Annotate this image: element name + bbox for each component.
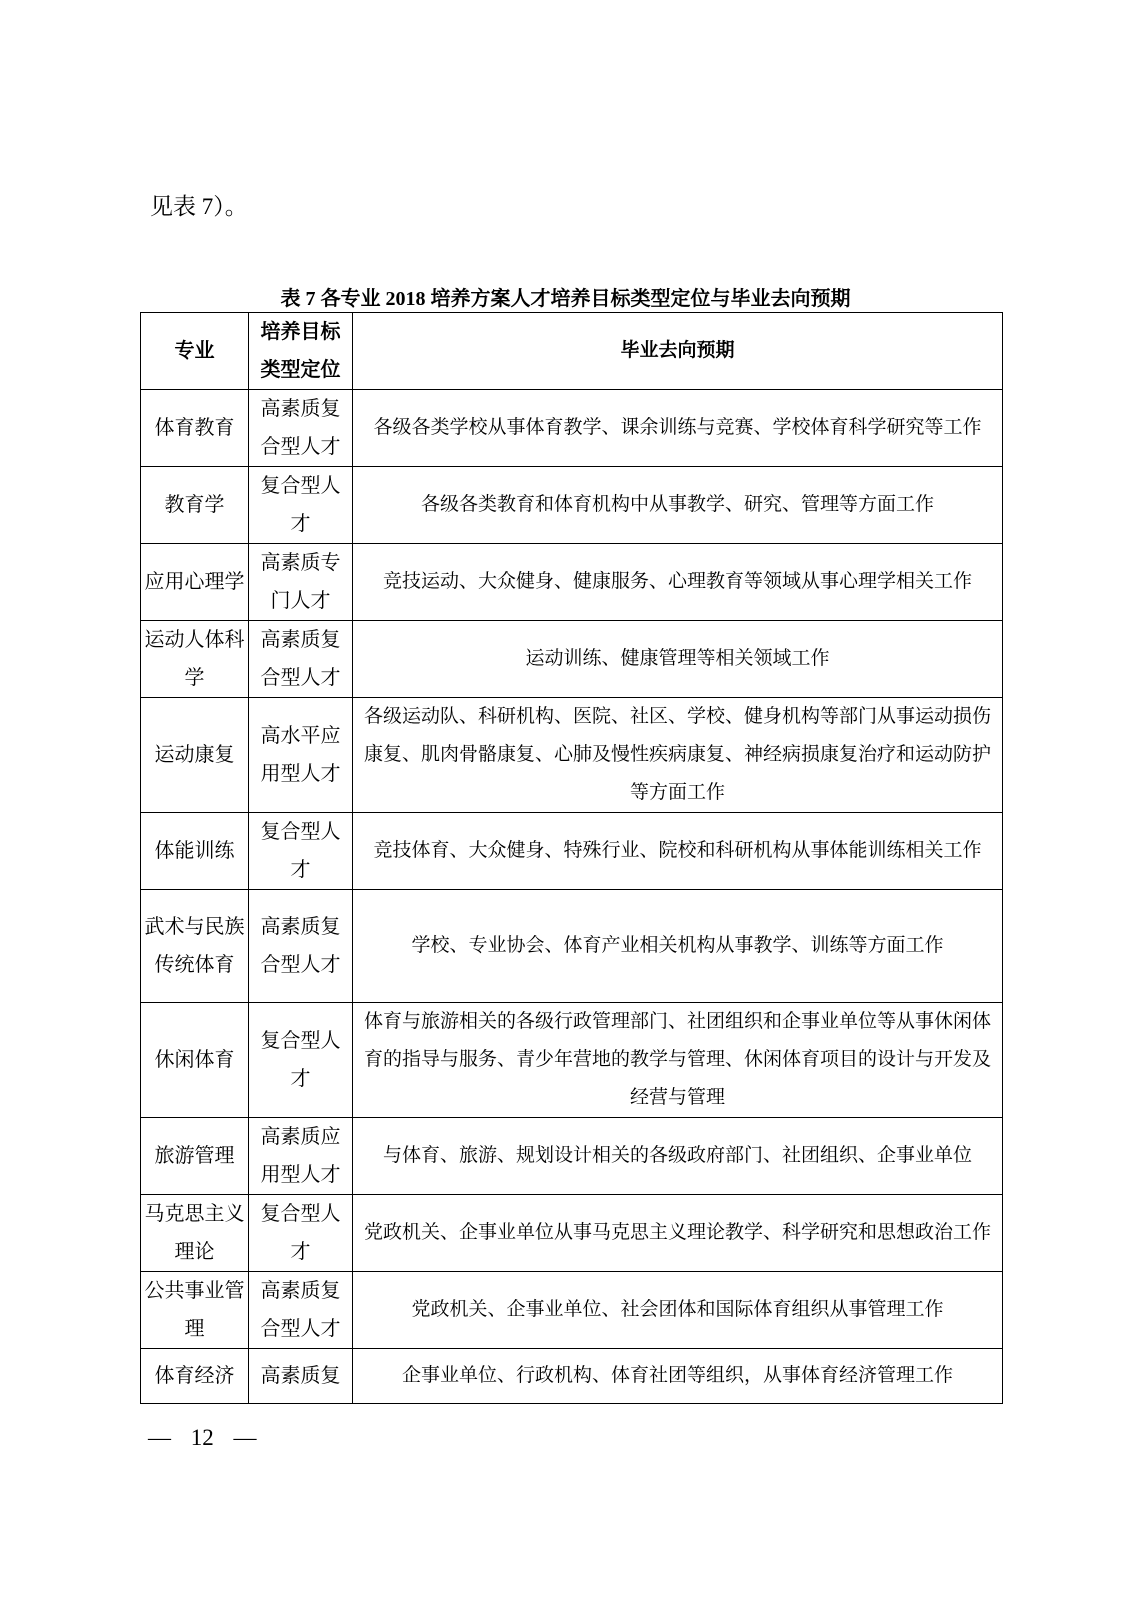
table-row [141,1003,1003,1118]
cell-major: 公共事业管理 [141,1272,249,1349]
table-row [141,621,1003,698]
table-row [141,1272,1003,1349]
table-row [141,390,1003,467]
cell-major: 运动康复 [141,698,249,813]
cell-major: 运动人体科学 [141,621,249,698]
table-row [141,1118,1003,1195]
header-graduation-destination: 毕业去向预期 [353,313,1003,390]
cell-graduation-destination: 竞技运动、大众健身、健康服务、心理教育等领域从事心理学相关工作 [353,544,1003,621]
cell-training-type: 复合型人才 [249,813,353,890]
table-row [141,467,1003,544]
cell-major: 旅游管理 [141,1118,249,1195]
table-title: 表 7 各专业 2018 培养方案人才培养目标类型定位与毕业去向预期 [280,288,851,310]
cell-graduation-destination: 各级各类教育和体育机构中从事教学、研究、管理等方面工作 [353,467,1003,544]
header-major: 专业 [141,313,249,390]
table-row [141,544,1003,621]
cell-graduation-destination: 与体育、旅游、规划设计相关的各级政府部门、社团组织、企事业单位 [353,1118,1003,1195]
cell-training-type: 高素质复合型人才 [249,621,353,698]
cell-major: 武术与民族传统体育 [141,890,249,1003]
cell-training-type: 复合型人才 [249,1003,353,1118]
table-row [141,1195,1003,1272]
cell-graduation-destination: 企事业单位、行政机构、体育社团等组织，从事体育经济管理工作 [353,1349,1003,1404]
cell-major: 体育经济 [141,1349,249,1404]
table-row [141,890,1003,1003]
cell-major: 应用心理学 [141,544,249,621]
cell-training-type: 高素质复合型人才 [249,390,353,467]
cell-training-type: 高素质复 [249,1349,353,1404]
majors-table [140,312,1003,1404]
cell-training-type: 高素质复合型人才 [249,1272,353,1349]
cell-training-type: 复合型人才 [249,1195,353,1272]
cell-graduation-destination: 学校、专业协会、体育产业相关机构从事教学、训练等方面工作 [353,890,1003,1003]
table-header-row [141,313,1003,390]
table-row [141,698,1003,813]
cell-graduation-destination: 竞技体育、大众健身、特殊行业、院校和科研机构从事体能训练相关工作 [353,813,1003,890]
cell-training-type: 高水平应用型人才 [249,698,353,813]
cell-major: 休闲体育 [141,1003,249,1118]
page-number: — 12 — [148,1425,257,1450]
cell-major: 马克思主义理论 [141,1195,249,1272]
table-body [141,390,1003,1404]
cell-training-type: 高素质复合型人才 [249,890,353,1003]
table-row [141,1349,1003,1404]
cell-graduation-destination: 各级运动队、科研机构、医院、社区、学校、健身机构等部门从事运动损伤康复、肌肉骨骼康复、心肺及慢性疾病康复、神经病损康复治疗和运动防护等方面工作 [353,698,1003,813]
cell-graduation-destination: 各级各类学校从事体育教学、课余训练与竞赛、学校体育科学研究等工作 [353,390,1003,467]
cell-graduation-destination: 体育与旅游相关的各级行政管理部门、社团组织和企事业单位等从事休闲体育的指导与服务、青少年营地的教学与管理、休闲体育项目的设计与开发及经营与管理 [353,1003,1003,1118]
cell-training-type: 高素质应用型人才 [249,1118,353,1195]
table-row [141,813,1003,890]
cell-graduation-destination: 党政机关、企事业单位从事马克思主义理论教学、科学研究和思想政治工作 [353,1195,1003,1272]
cell-major: 教育学 [141,467,249,544]
cell-major: 体能训练 [141,813,249,890]
header-training-type: 培养目标类型定位 [249,313,353,390]
cell-graduation-destination: 党政机关、企事业单位、社会团体和国际体育组织从事管理工作 [353,1272,1003,1349]
cell-major: 体育教育 [141,390,249,467]
cell-training-type: 复合型人才 [249,467,353,544]
cell-training-type: 高素质专门人才 [249,544,353,621]
cell-graduation-destination: 运动训练、健康管理等相关领域工作 [353,621,1003,698]
intro-text: 见表 7）。 [150,194,248,219]
